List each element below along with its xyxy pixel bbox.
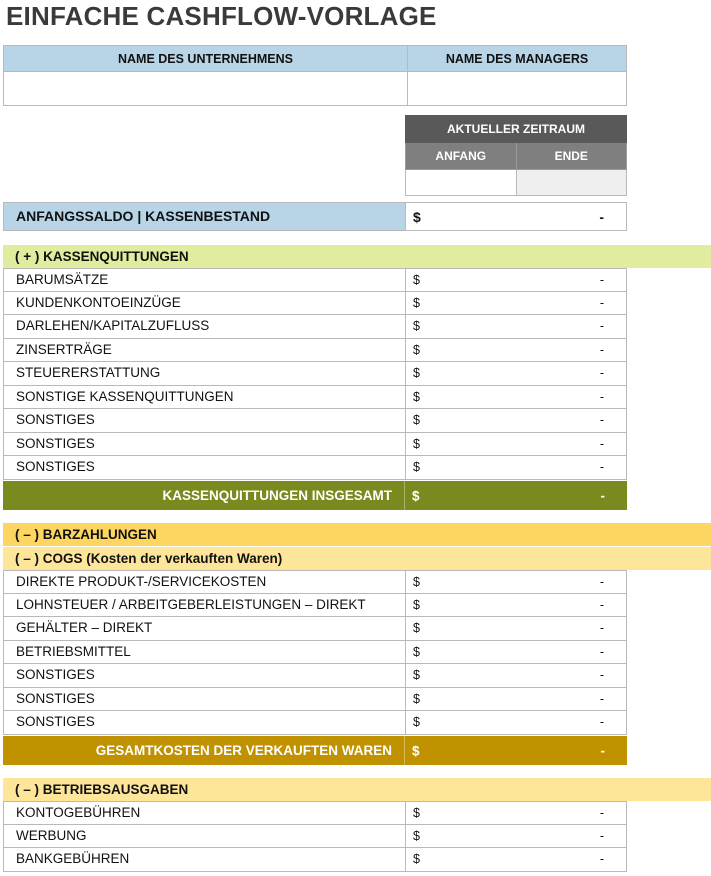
period-start-header: ANFANG [406, 143, 517, 170]
row-value-cell[interactable] [406, 848, 626, 871]
company-info-table [3, 45, 627, 106]
current-period-table [405, 115, 627, 196]
period-end-header: ENDE [516, 143, 627, 170]
row-value-cell[interactable] [406, 269, 626, 291]
payments-section-header: ( – ) BARZAHLUNGEN [3, 523, 711, 546]
row-value-cell[interactable] [406, 711, 626, 734]
table-row [3, 688, 627, 712]
table-row [3, 801, 627, 825]
row-value-cell[interactable] [406, 386, 626, 409]
opex-section-header: ( – ) BETRIEBSAUSGABEN [3, 778, 711, 801]
row-label: GEHÄLTER – DIREKT [4, 617, 406, 640]
row-label: KUNDENKONTOEINZÜGE [4, 292, 406, 315]
row-value-cell[interactable] [406, 433, 626, 456]
table-row [3, 386, 627, 410]
row-value-cell[interactable] [406, 594, 626, 617]
row-value-cell[interactable] [406, 825, 626, 848]
amount: - [600, 488, 605, 503]
currency-symbol: $ [412, 743, 420, 758]
row-label: LOHNSTEUER / ARBEITGEBERLEISTUNGEN – DIREKT [4, 594, 406, 617]
table-row [3, 664, 627, 688]
currency-symbol: $ [413, 668, 420, 683]
currency-symbol: $ [413, 208, 421, 225]
row-label: SONSTIGES [4, 664, 406, 687]
currency-symbol: $ [413, 319, 420, 334]
currency-symbol: $ [413, 852, 420, 867]
amount: - [599, 413, 604, 428]
table-row [3, 315, 627, 339]
currency-symbol: $ [413, 436, 420, 451]
amount: - [599, 208, 604, 225]
row-value-cell[interactable] [406, 409, 626, 432]
row-label: SONSTIGES [4, 711, 406, 734]
row-value-cell[interactable] [406, 456, 626, 479]
row-value-cell[interactable] [406, 571, 626, 593]
row-value-cell[interactable] [406, 617, 626, 640]
table-row [3, 617, 627, 641]
row-value-cell[interactable] [406, 664, 626, 687]
amount: - [599, 597, 604, 612]
row-label: BANKGEBÜHREN [4, 848, 406, 871]
row-label: SONSTIGES [4, 433, 406, 456]
cogs-section-header: ( – ) COGS (Kosten der verkauften Waren) [3, 547, 711, 570]
row-label: BARUMSÄTZE [4, 269, 406, 291]
receipts-total-row [3, 481, 627, 510]
row-label: STEUERERSTATTUNG [4, 362, 406, 385]
row-value-cell[interactable] [406, 292, 626, 315]
amount: - [599, 389, 604, 404]
amount: - [599, 460, 604, 475]
row-label: KONTOGEBÜHREN [4, 802, 406, 824]
currency-symbol: $ [413, 805, 420, 820]
table-row [3, 456, 627, 480]
amount: - [599, 852, 604, 867]
amount: - [599, 342, 604, 357]
row-value-cell[interactable] [406, 641, 626, 664]
currency-symbol: $ [413, 715, 420, 730]
manager-name-header: NAME DES MANAGERS [408, 46, 627, 72]
company-name-field[interactable] [4, 72, 408, 106]
currency-symbol: $ [413, 342, 420, 357]
row-label: BETRIEBSMITTEL [4, 641, 406, 664]
cogs-total-value [405, 736, 627, 765]
row-value-cell[interactable] [406, 802, 626, 824]
period-end-field[interactable] [516, 170, 627, 196]
row-value-cell[interactable] [406, 688, 626, 711]
amount: - [599, 272, 604, 287]
row-label: SONSTIGE KASSENQUITTUNGEN [4, 386, 406, 409]
opening-balance-value[interactable] [406, 203, 626, 230]
row-label: ZINSERTRÄGE [4, 339, 406, 362]
table-row [3, 570, 627, 594]
opening-balance-row [3, 202, 627, 231]
opex-rows [3, 801, 627, 872]
current-period-header: AKTUELLER ZEITRAUM [406, 116, 627, 143]
currency-symbol: $ [413, 828, 420, 843]
row-value-cell[interactable] [406, 315, 626, 338]
period-start-field[interactable] [406, 170, 517, 196]
table-row [3, 409, 627, 433]
amount: - [599, 805, 604, 820]
table-row [3, 711, 627, 735]
opening-balance-label: ANFANGSSALDO | KASSENBESTAND [4, 203, 406, 230]
table-row [3, 641, 627, 665]
table-row [3, 268, 627, 292]
company-name-header: NAME DES UNTERNEHMENS [4, 46, 408, 72]
amount: - [599, 436, 604, 451]
table-row [3, 362, 627, 386]
amount: - [599, 715, 604, 730]
amount: - [599, 621, 604, 636]
currency-symbol: $ [413, 389, 420, 404]
amount: - [599, 366, 604, 381]
row-value-cell[interactable] [406, 362, 626, 385]
row-label: DIREKTE PRODUKT-/SERVICEKOSTEN [4, 571, 406, 593]
amount: - [599, 644, 604, 659]
currency-symbol: $ [413, 460, 420, 475]
table-row [3, 594, 627, 618]
currency-symbol: $ [413, 295, 420, 310]
amount: - [599, 295, 604, 310]
amount: - [599, 668, 604, 683]
row-label: SONSTIGES [4, 456, 406, 479]
table-row [3, 848, 627, 872]
row-label: WERBUNG [4, 825, 406, 848]
amount: - [599, 828, 604, 843]
currency-symbol: $ [413, 644, 420, 659]
currency-symbol: $ [413, 574, 420, 589]
cogs-rows [3, 570, 627, 735]
table-row [3, 292, 627, 316]
currency-symbol: $ [413, 691, 420, 706]
row-label: DARLEHEN/KAPITALZUFLUSS [4, 315, 406, 338]
row-label: SONSTIGES [4, 688, 406, 711]
receipts-total-label: KASSENQUITTUNGEN INSGESAMT [3, 481, 405, 510]
table-row [3, 433, 627, 457]
cogs-total-row [3, 736, 627, 765]
table-row [3, 825, 627, 849]
cogs-total-label: GESAMTKOSTEN DER VERKAUFTEN WAREN [3, 736, 405, 765]
amount: - [600, 743, 605, 758]
currency-symbol: $ [413, 272, 420, 287]
row-value-cell[interactable] [406, 339, 626, 362]
table-row [3, 339, 627, 363]
currency-symbol: $ [413, 597, 420, 612]
amount: - [599, 319, 604, 334]
currency-symbol: $ [413, 413, 420, 428]
currency-symbol: $ [413, 621, 420, 636]
receipts-rows [3, 268, 627, 480]
receipts-total-value [405, 481, 627, 510]
amount: - [599, 691, 604, 706]
receipts-section-header: ( + ) KASSENQUITTUNGEN [3, 245, 711, 268]
manager-name-field[interactable] [408, 72, 627, 106]
currency-symbol: $ [413, 366, 420, 381]
currency-symbol: $ [412, 488, 420, 503]
page-title: EINFACHE CASHFLOW-VORLAGE [6, 1, 437, 31]
row-label: SONSTIGES [4, 409, 406, 432]
amount: - [599, 574, 604, 589]
